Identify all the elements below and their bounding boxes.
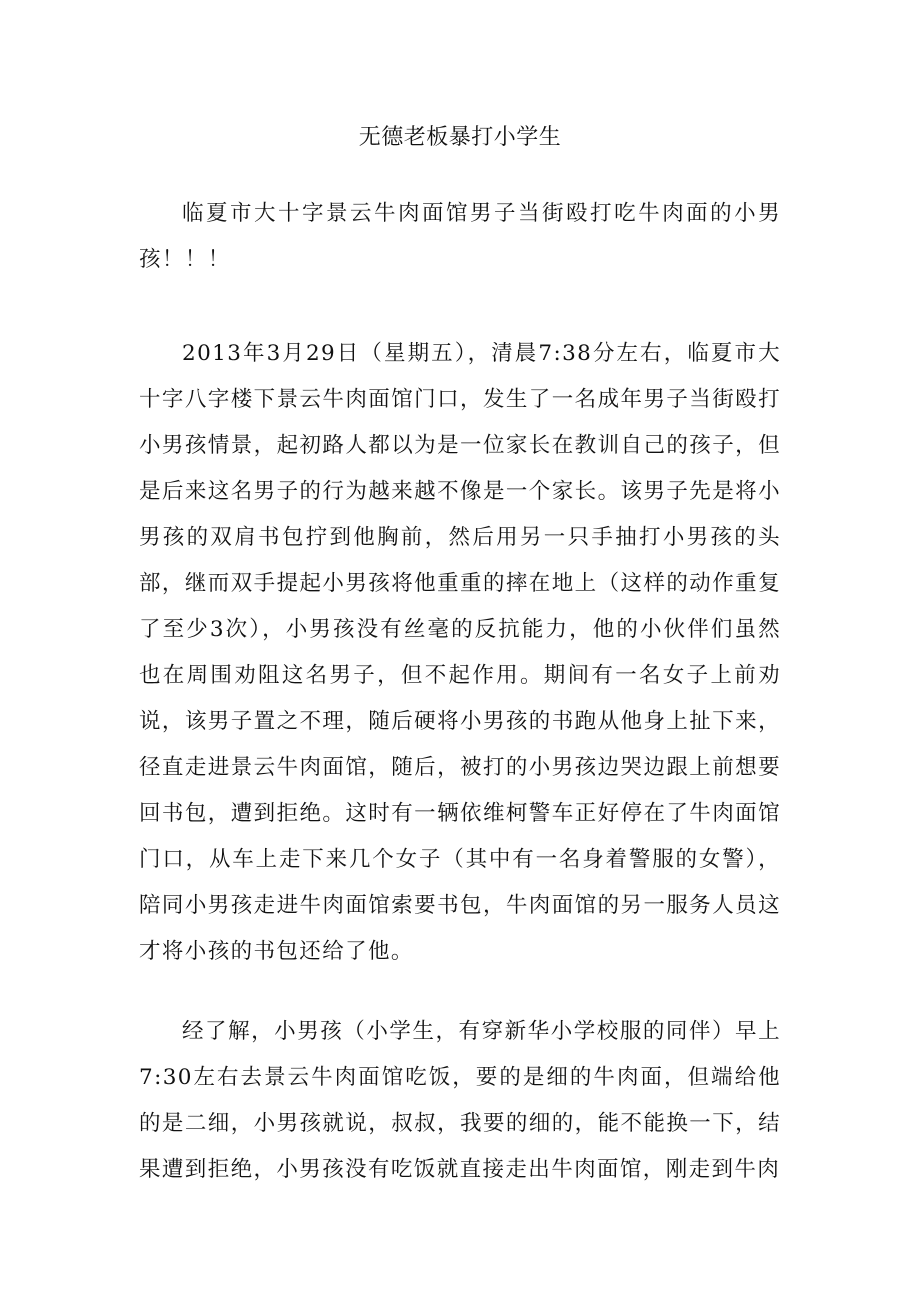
document-subtitle: 临夏市大十字景云牛肉面馆男子当街殴打吃牛肉面的小男孩！！！ xyxy=(139,201,781,272)
paragraph-1: 2013年3月29日（星期五），清晨7:38分左右，临夏市大十字八字楼下景云牛肉面馆门口，发生了一名成年男子当街殴打小男孩情景，起初路人都以为是一位家长在教训自己的孩子，但是后来这名男子的行为越来越不像是一个家长。该男子先是将小男孩的双肩书包拧到他胸前，然后用另一只手抽打小男孩的头部，继而双手提起小男孩将他重重的摔在地上（这样的动作重复了至少3次），小男孩没有丝毫的反抗能力，他的小伙伴们虽然也在周围劝阻这名男子，但不起作用。期间有一名女子上前劝说，该男子置之不理，随后硬将小男孩的书跑从他身上扯下来，径直走进景云牛肉面馆，随后，被打的小男孩边哭边跟上前想要回书包，遭到拒绝。这时有一辆依维柯警车正好停在了牛肉面馆门口，从车上走下来几个女子（其中有一名身着警服的女警），陪同小男孩走进牛肉面馆索要书包，牛肉面馆的另一服务人员这才将小孩的书包还给了他。 xyxy=(139,341,781,964)
document-title: 无德老板暴打小学生 xyxy=(358,125,562,150)
paragraph-2: 经了解，小男孩（小学生，有穿新华小学校服的同伴）早上7:30左右去景云牛肉面馆吃饭，要的是细的牛肉面，但端给他的是二细，小男孩就说，叔叔，我要的细的，能不能换一下，结果遭到拒绝，小男孩没有吃饭就直接走出牛肉面馆，刚走到牛肉 xyxy=(139,1019,781,1182)
